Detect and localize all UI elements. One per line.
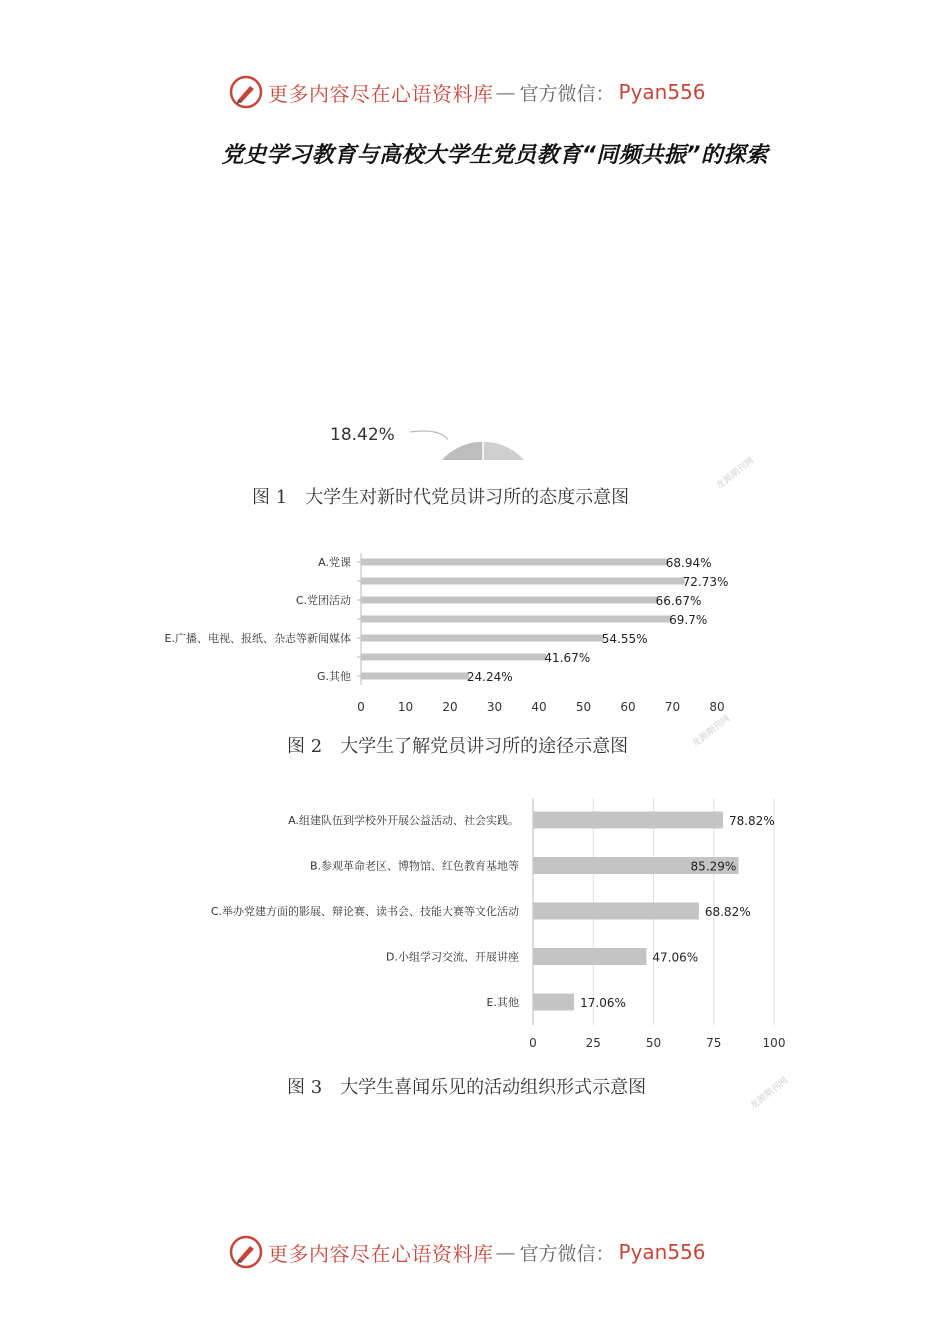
figure-1-pie-chart xyxy=(0,200,950,460)
category-label: E.其他 xyxy=(486,996,519,1009)
category-label: G.其他 xyxy=(316,670,351,683)
x-tick-label: 40 xyxy=(531,700,547,714)
x-tick-label: 20 xyxy=(442,700,458,714)
banner-dash: — xyxy=(495,80,516,104)
x-tick-label: 0 xyxy=(357,700,365,714)
bar-value-label: 66.67% xyxy=(655,594,702,608)
fig3-bars xyxy=(211,812,775,1011)
pie-label-d: 18.42% xyxy=(330,425,395,445)
bar-value-label: 68.82% xyxy=(704,905,751,919)
bar xyxy=(361,578,685,585)
bar xyxy=(361,616,671,623)
x-tick-label: 100 xyxy=(762,1036,786,1050)
banner-wechat-label: 官方微信： xyxy=(519,1242,615,1265)
figure-1-caption xyxy=(252,483,629,509)
banner-wechat-id: Pyan556 xyxy=(618,1240,706,1264)
category-label: E.广播、电视、报纸、杂志等新闻媒体 xyxy=(164,632,351,645)
footer-banner xyxy=(0,1232,950,1272)
bar xyxy=(533,903,699,920)
bar-value-label: 85.29% xyxy=(690,859,737,874)
pen-logo-icon xyxy=(228,74,264,110)
bar xyxy=(533,948,646,965)
header-banner xyxy=(0,72,950,112)
x-tick-label: 60 xyxy=(620,700,636,714)
x-tick-label: 50 xyxy=(575,700,592,714)
banner-text: 更多内容尽在心语资料库 xyxy=(268,1241,494,1266)
x-tick-label: 0 xyxy=(529,1036,537,1050)
figure-3-caption-text: 大学生喜闻乐见的活动组织形式示意图 xyxy=(340,1077,647,1098)
pie-slice-d xyxy=(432,441,483,460)
figure-1-caption-text: 大学生对新时代党员讲习所的态度示意图 xyxy=(305,487,630,508)
bar-value-label: 54.55% xyxy=(601,632,648,646)
document-title: 党史学习教育与高校大学生党员教育“同频共振”的探索 xyxy=(221,143,769,168)
x-tick-label: 10 xyxy=(397,700,414,714)
bar xyxy=(361,559,668,566)
bar-value-label: 24.24% xyxy=(466,670,513,684)
x-tick-label: 70 xyxy=(664,700,681,714)
category-label: A.党课 xyxy=(318,556,351,569)
figure-1-number: 图 1 xyxy=(252,487,288,508)
figure-2-caption xyxy=(287,732,628,758)
banner-wechat-id: Pyan556 xyxy=(618,80,706,104)
category-label: C.党团活动 xyxy=(295,594,351,607)
pie-slice-a xyxy=(483,441,539,460)
figure-3-caption xyxy=(287,1073,646,1099)
pen-logo-icon xyxy=(228,1234,264,1270)
fig2-bars xyxy=(165,555,729,684)
x-tick-label: 50 xyxy=(645,1036,662,1050)
bar xyxy=(533,812,723,829)
bar xyxy=(361,673,469,680)
bar-value-label: 69.7% xyxy=(669,613,708,627)
leader-line-d xyxy=(410,431,448,440)
figure-2-caption-text: 大学生了解党员讲习所的途径示意图 xyxy=(340,736,629,757)
bar xyxy=(361,654,546,661)
bar-value-label: 72.73% xyxy=(682,575,729,589)
bar-value-label: 47.06% xyxy=(652,950,699,965)
banner-dash: — xyxy=(495,1240,516,1264)
category-label: C.举办党建方面的影展、辩论赛、读书会、技能大赛等文化活动 xyxy=(210,905,519,918)
x-tick-label: 75 xyxy=(706,1036,722,1050)
fig3-axis xyxy=(529,798,785,1050)
watermark-1: 龙源期刊网 xyxy=(714,455,757,492)
pie-group xyxy=(427,441,539,460)
figure-2-bar-chart xyxy=(0,545,950,720)
bar-value-label: 68.94% xyxy=(665,556,712,570)
fig2-axis xyxy=(357,553,725,714)
category-label: D.小组学习交流、开展讲座 xyxy=(386,950,519,964)
figure-3-bar-chart xyxy=(0,790,950,1060)
watermark-2: 龙源期刊网 xyxy=(690,713,733,750)
figure-2-number: 图 2 xyxy=(287,736,323,757)
banner-wechat-label: 官方微信： xyxy=(519,82,615,105)
bar xyxy=(533,994,574,1011)
bar xyxy=(361,597,658,604)
bar-value-label: 41.67% xyxy=(544,651,591,665)
banner-text: 更多内容尽在心语资料库 xyxy=(268,81,494,106)
category-label: A.组建队伍到学校外开展公益活动、社会实践。 xyxy=(288,814,519,827)
bar-value-label: 17.06% xyxy=(580,996,626,1010)
figure-3-number: 图 3 xyxy=(287,1077,323,1098)
bar xyxy=(361,635,604,642)
x-tick-label: 80 xyxy=(709,700,725,714)
category-label: B.参观革命老区、博物馆、红色教育基地等 xyxy=(309,859,519,873)
x-tick-label: 25 xyxy=(585,1036,601,1050)
watermark-3: 龙源期刊网 xyxy=(748,1075,791,1112)
bar-value-label: 78.82% xyxy=(728,814,775,828)
x-tick-label: 30 xyxy=(486,700,503,714)
